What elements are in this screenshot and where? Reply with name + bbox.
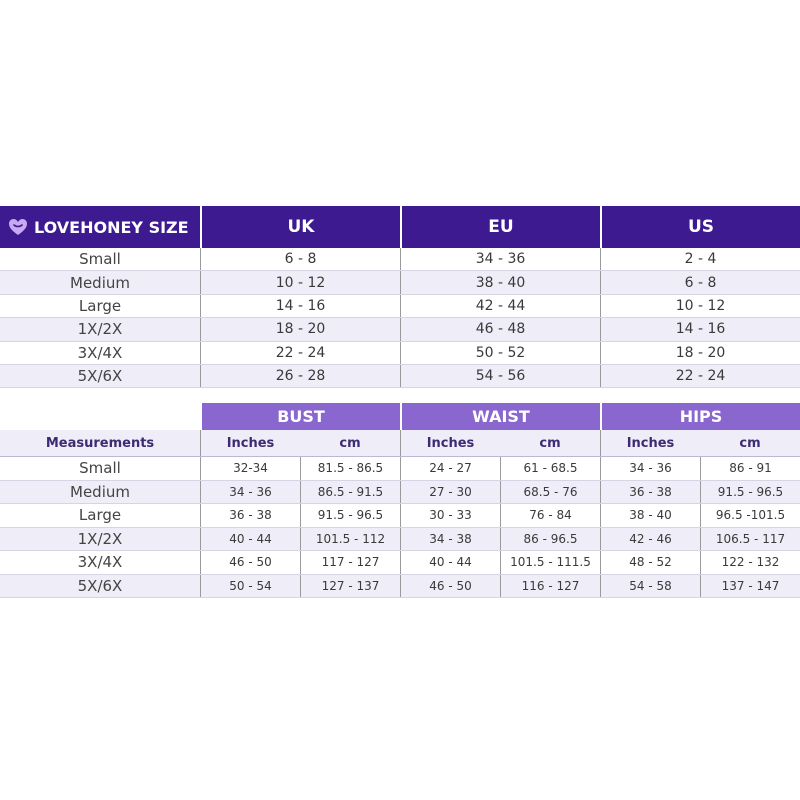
bust-inches: 46 - 50 xyxy=(200,551,300,574)
table-row xyxy=(0,365,800,388)
measurements-group-header xyxy=(0,403,800,430)
bust-inches: 36 - 38 xyxy=(200,504,300,527)
table-row xyxy=(0,248,800,271)
table-row xyxy=(0,318,800,341)
uk-value: 10 - 12 xyxy=(200,271,400,293)
us-value: 18 - 20 xyxy=(600,342,800,364)
size-label: 5X/6X xyxy=(0,575,200,598)
eu-value: 42 - 44 xyxy=(400,295,600,317)
uk-value: 18 - 20 xyxy=(200,318,400,340)
size-label: 1X/2X xyxy=(0,528,200,551)
bust-cm: 86.5 - 91.5 xyxy=(300,481,400,504)
hips-cm: 122 - 132 xyxy=(700,551,800,574)
table-row xyxy=(0,342,800,365)
eu-value: 34 - 36 xyxy=(400,248,600,270)
bust-cm: 91.5 - 96.5 xyxy=(300,504,400,527)
waist-inches: 46 - 50 xyxy=(400,575,500,598)
us-value: 10 - 12 xyxy=(600,295,800,317)
size-conversion-table xyxy=(0,206,800,388)
heart-icon xyxy=(8,218,28,236)
unit-cm-hips: cm xyxy=(739,435,761,451)
table-row xyxy=(0,504,800,528)
brand-label: LOVEHONEY SIZE xyxy=(34,217,189,237)
eu-value: 46 - 48 xyxy=(400,318,600,340)
bust-inches: 34 - 36 xyxy=(200,481,300,504)
eu-value: 50 - 52 xyxy=(400,342,600,364)
unit-inches-hips: Inches xyxy=(600,430,700,456)
measurements-table-body xyxy=(0,457,800,598)
table-row xyxy=(0,575,800,599)
waist-cm: 61 - 68.5 xyxy=(500,457,600,480)
measurements-table xyxy=(0,403,800,598)
eu-value: 54 - 56 xyxy=(400,365,600,387)
hips-inches: 54 - 58 xyxy=(600,575,700,598)
bust-cm: 101.5 - 112 xyxy=(300,528,400,551)
uk-value: 14 - 16 xyxy=(200,295,400,317)
size-label: Large xyxy=(0,504,200,527)
bust-cm: 127 - 137 xyxy=(300,575,400,598)
size-table-body xyxy=(0,248,800,388)
eu-value: 38 - 40 xyxy=(400,271,600,293)
waist-inches: 34 - 38 xyxy=(400,528,500,551)
hips-cm: 86 - 91 xyxy=(700,457,800,480)
column-header-eu: EU xyxy=(400,206,600,248)
waist-inches: 30 - 33 xyxy=(400,504,500,527)
size-table-header xyxy=(0,206,800,248)
waist-cm: 86 - 96.5 xyxy=(500,528,600,551)
waist-cm: 116 - 127 xyxy=(500,575,600,598)
hips-inches: 48 - 52 xyxy=(600,551,700,574)
waist-cm: 68.5 - 76 xyxy=(500,481,600,504)
waist-cm: 101.5 - 111.5 xyxy=(500,551,600,574)
table-row xyxy=(0,528,800,552)
waist-inches: 40 - 44 xyxy=(400,551,500,574)
measurements-label: Measurements xyxy=(45,435,155,451)
brand-header-cell xyxy=(0,206,200,248)
table-row xyxy=(0,551,800,575)
unit-inches-bust: Inches xyxy=(200,430,300,456)
uk-value: 22 - 24 xyxy=(200,342,400,364)
column-header-uk: UK xyxy=(200,206,400,248)
hips-cm: 91.5 - 96.5 xyxy=(700,481,800,504)
table-row xyxy=(0,271,800,294)
bust-cm: 117 - 127 xyxy=(300,551,400,574)
unit-cm-bust: cm xyxy=(339,435,361,451)
uk-value: 26 - 28 xyxy=(200,365,400,387)
unit-inches-waist: Inches xyxy=(400,430,500,456)
size-label: 3X/4X xyxy=(0,551,200,574)
size-label: Medium xyxy=(0,481,200,504)
us-value: 6 - 8 xyxy=(600,271,800,293)
hips-inches: 38 - 40 xyxy=(600,504,700,527)
measurements-unit-header xyxy=(0,430,800,457)
size-label: Large xyxy=(0,295,200,317)
table-row xyxy=(0,457,800,481)
waist-cm: 76 - 84 xyxy=(500,504,600,527)
bust-inches: 50 - 54 xyxy=(200,575,300,598)
unit-cm-waist: cm xyxy=(539,435,561,451)
hips-inches: 42 - 46 xyxy=(600,528,700,551)
bust-cm: 81.5 - 86.5 xyxy=(300,457,400,480)
us-value: 2 - 4 xyxy=(600,248,800,270)
hips-cm: 106.5 - 117 xyxy=(700,528,800,551)
group-header-bust: BUST xyxy=(200,403,400,430)
size-label: Small xyxy=(0,457,200,480)
hips-inches: 36 - 38 xyxy=(600,481,700,504)
bust-inches: 32-34 xyxy=(200,457,300,480)
waist-inches: 24 - 27 xyxy=(400,457,500,480)
table-row xyxy=(0,481,800,505)
group-header-hips: HIPS xyxy=(600,403,800,430)
size-label: Medium xyxy=(0,271,200,293)
hips-inches: 34 - 36 xyxy=(600,457,700,480)
bust-inches: 40 - 44 xyxy=(200,528,300,551)
size-label: 3X/4X xyxy=(0,342,200,364)
blank-cell xyxy=(0,403,200,430)
waist-inches: 27 - 30 xyxy=(400,481,500,504)
hips-cm: 96.5 -101.5 xyxy=(700,504,800,527)
size-label: 1X/2X xyxy=(0,318,200,340)
us-value: 22 - 24 xyxy=(600,365,800,387)
size-label: 5X/6X xyxy=(0,365,200,387)
size-label: Small xyxy=(0,248,200,270)
column-header-us: US xyxy=(600,206,800,248)
group-header-waist: WAIST xyxy=(400,403,600,430)
table-row xyxy=(0,295,800,318)
uk-value: 6 - 8 xyxy=(200,248,400,270)
us-value: 14 - 16 xyxy=(600,318,800,340)
hips-cm: 137 - 147 xyxy=(700,575,800,598)
